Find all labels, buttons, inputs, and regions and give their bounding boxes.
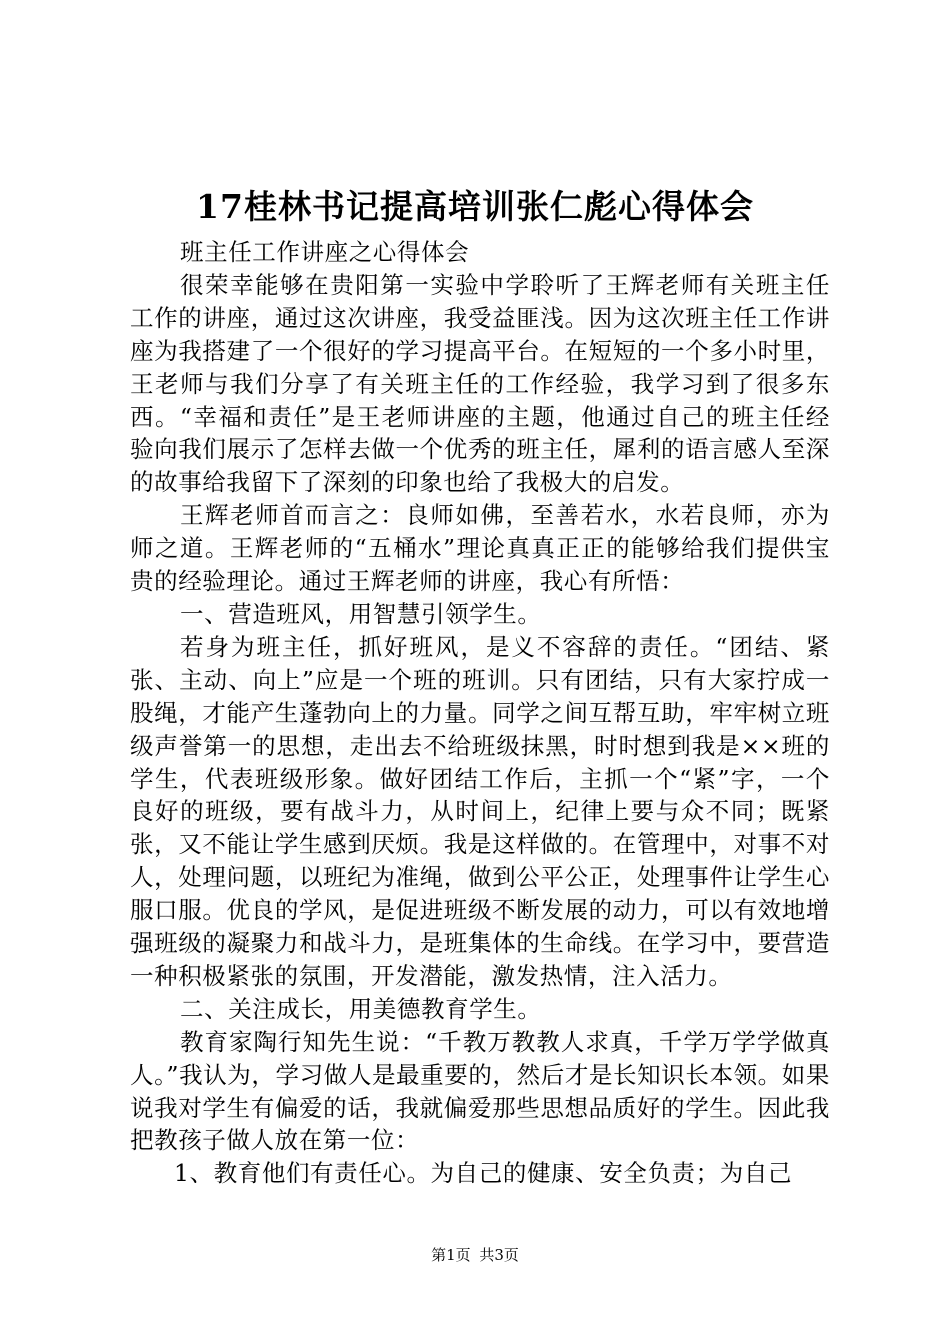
page-total: 共3页 xyxy=(479,1246,519,1264)
paragraph: 若身为班主任，抓好班风，是义不容辞的责任。“团结、紧张、主动、向上”应是一个班的班训。只有团结，只有大家拧成一股绳，才能产生蓬勃向上的力量。同学之间互帮互助，牢牢树立班级声誉第一的思想，走出去不给班级抹黑，时时想到我是××班的学生，代表班级形象。做好团结工作后，主抓一个“紧”字，一个良好的班级，要有战斗力，从时间上，纪律上要与众不同；既紧张，又不能让学生感到厌烦。我是这样做的。在管理中，对事不对人，处理问题，以班纪为准绳，做到公平公正，处理事件让学生心服口服。优良的学风，是促进班级不断发展的动力，可以有效地增强班级的凝聚力和战斗力，是班集体的生命线。在学习中，要营造一种积极紧张的氛围，开发潜能，激发热情，注入活力。 xyxy=(130,632,830,990)
paragraph: 教育家陶行知先生说：“千教万教教人求真，千学万学学做真人。”我认为，学习做人是最重要的，然后才是长知识长本领。如果说我对学生有偏爱的话，我就偏爱那些思想品质好的学生。因此我把教孩子做人放在第一位： xyxy=(130,1027,830,1155)
page-number: 第1页 xyxy=(431,1246,471,1264)
document-body xyxy=(130,236,830,1190)
page-footer xyxy=(0,1244,950,1266)
paragraph: 王辉老师首而言之：良师如佛，至善若水，水若良师，亦为师之道。王辉老师的“五桶水”理论真真正正的能够给我们提供宝贵的经验理论。通过王辉老师的讲座，我心有所悟： xyxy=(130,501,830,596)
document-title: 17桂林书记提高培训张仁彪心得体会 xyxy=(196,187,754,226)
section-heading: 一、营造班风，用智慧引领学生。 xyxy=(180,599,542,628)
paragraph: 很荣幸能够在贵阳第一实验中学聆听了王辉老师有关班主任工作的讲座，通过这次讲座，我受益匪浅。因为这次班主任工作讲座为我搭建了一个很好的学习提高平台。在短短的一个多小时里，王老师与我们分享了有关班主任的工作经验，我学习到了很多东西。“幸福和责任”是王老师讲座的主题，他通过自己的班主任经验向我们展示了怎样去做一个优秀的班主任，犀利的语言感人至深的故事给我留下了深刻的印象也给了我极大的启发。 xyxy=(130,270,830,497)
paragraph-subtitle: 班主任工作讲座之心得体会 xyxy=(180,238,470,266)
section-heading: 二、关注成长，用美德教育学生。 xyxy=(180,994,542,1023)
list-item: 1、教育他们有责任心。为自己的健康、安全负责；为自己 xyxy=(174,1159,793,1188)
